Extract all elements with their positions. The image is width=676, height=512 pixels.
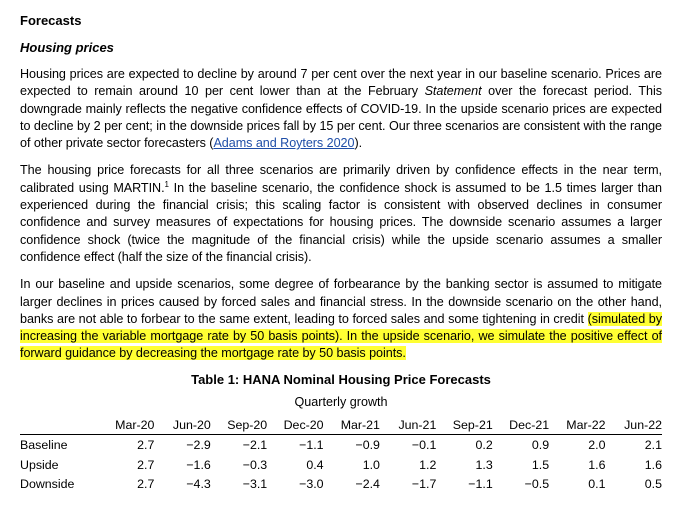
table-cell: 1.5 — [531, 457, 550, 472]
paragraph-3 — [20, 276, 662, 362]
table-cell: 1.0 — [362, 457, 380, 472]
table-cell: −4.3 — [186, 477, 211, 491]
table-title: Table 1: HANA Nominal Housing Price Forecasts — [191, 371, 491, 387]
subheading: Housing prices — [20, 40, 114, 55]
paragraph-3-text: In our baseline and upside scenarios, some degree of forbearance by the banking sector is assumed to mitigate larger declines in prices caused by forced sales and financial stress. In the downside scenario on the other hand, banks are not able to forbear to the same extent, leading to forced sales and some tightening in credit — [20, 277, 662, 326]
table-cell: −1.1 — [468, 477, 493, 491]
table-cell: −3.1 — [242, 477, 268, 491]
document-page — [20, 12, 662, 494]
table-cell: 2.7 — [137, 438, 155, 452]
paragraph-1-text-2: over the forecast period. This downgrade mainly reflects the negative confidence effects of COVID-19. In the upside scenario prices are expected to decline by 2 per cent; in the downside prices fall by 15 per cent. Our three scenarios are consistent with the range of other private sector forecasters ( — [20, 84, 662, 151]
column-header: Mar-22 — [549, 415, 605, 435]
table-cell: −2.1 — [242, 438, 268, 452]
table-cell: −1.7 — [411, 477, 437, 491]
column-header: Dec-21 — [493, 415, 549, 435]
column-header: Mar-21 — [324, 415, 380, 435]
paragraph-2 — [20, 162, 662, 266]
column-header: Jun-20 — [154, 415, 210, 435]
table-cell: 0.9 — [531, 438, 550, 452]
paragraph-1-text-3: ). — [354, 136, 363, 151]
table-cell: −2.4 — [355, 477, 380, 491]
paragraph-1-text: Housing prices are expected to decline by around 7 per cent over the next year in our baseline scenario. Prices are expected to remain around 10 per cent lower than at the February — [20, 67, 662, 99]
column-header: Mar-20 — [98, 415, 154, 435]
table-cell: 2.0 — [588, 438, 606, 452]
paragraph-2-text-2: In the baseline scenario, the confidence shock is assumed to be 1.5 times larger than experienced during the financial crisis; this scaling factor is consistent with observed declines in consumer confidence and survey measures of expectations for housing prices. The downside scenario assumes a larger confidence shock (twice the magnitude of the financial crisis) while the upside scenario assumes a smaller confidence effect (half the size of the financial crisis). — [20, 180, 662, 264]
citation-link[interactable]: Adams and Royters 2020 — [213, 136, 355, 151]
table-row — [20, 455, 662, 475]
table-cell: −1.6 — [186, 457, 211, 472]
statement-italic: Statement — [424, 84, 482, 99]
table-cell: 2.7 — [137, 457, 155, 472]
header-corner — [20, 415, 98, 435]
row-label: Baseline — [20, 438, 68, 452]
table-cell: −0.9 — [355, 438, 380, 452]
table-cell: 0.2 — [475, 438, 493, 452]
table-cell: −3.0 — [299, 477, 324, 491]
table-cell: 2.1 — [644, 438, 662, 452]
table-cell: −0.1 — [411, 438, 437, 452]
column-header: Jun-21 — [380, 415, 436, 435]
table-cell: 1.3 — [475, 457, 493, 472]
column-header: Sep-20 — [211, 415, 267, 435]
column-header: Jun-22 — [606, 415, 662, 435]
table-cell: −1.1 — [299, 438, 324, 452]
table-cell: 0.1 — [588, 477, 606, 491]
row-label: Upside — [20, 457, 59, 472]
table-cell: 1.6 — [644, 457, 662, 472]
footnote-marker[interactable]: 1 — [164, 179, 169, 189]
column-header: Dec-20 — [267, 415, 323, 435]
highlighted-text: (simulated by increasing the variable mortgage rate by 50 basis points). In the upside scenario, we simulate the positive effect of forward guidance by decreasing the mortgage rate by 50 basis points. — [20, 311, 662, 361]
column-header: Sep-21 — [436, 415, 492, 435]
table-cell: −0.5 — [524, 477, 550, 491]
paragraph-2-text: The housing price forecasts for all three scenarios are primarily driven by confidence effects in the near term, calibrated using MARTIN. — [20, 163, 662, 195]
forecast-table — [20, 415, 662, 494]
table-row — [20, 474, 662, 494]
table-cell: 0.4 — [306, 457, 324, 472]
table-subtitle: Quarterly growth — [294, 394, 388, 409]
table-cell: 2.7 — [137, 477, 155, 491]
table-cell: 0.5 — [644, 477, 662, 491]
table-cell: −0.3 — [242, 457, 268, 472]
table-header-row — [20, 415, 662, 435]
table-cell: 1.6 — [588, 457, 606, 472]
row-label: Downside — [20, 477, 75, 491]
table-row — [20, 435, 662, 455]
paragraph-1 — [20, 66, 662, 152]
section-title: Forecasts — [20, 13, 82, 28]
table-cell: −2.9 — [186, 438, 211, 452]
table-cell: 1.2 — [419, 457, 437, 472]
